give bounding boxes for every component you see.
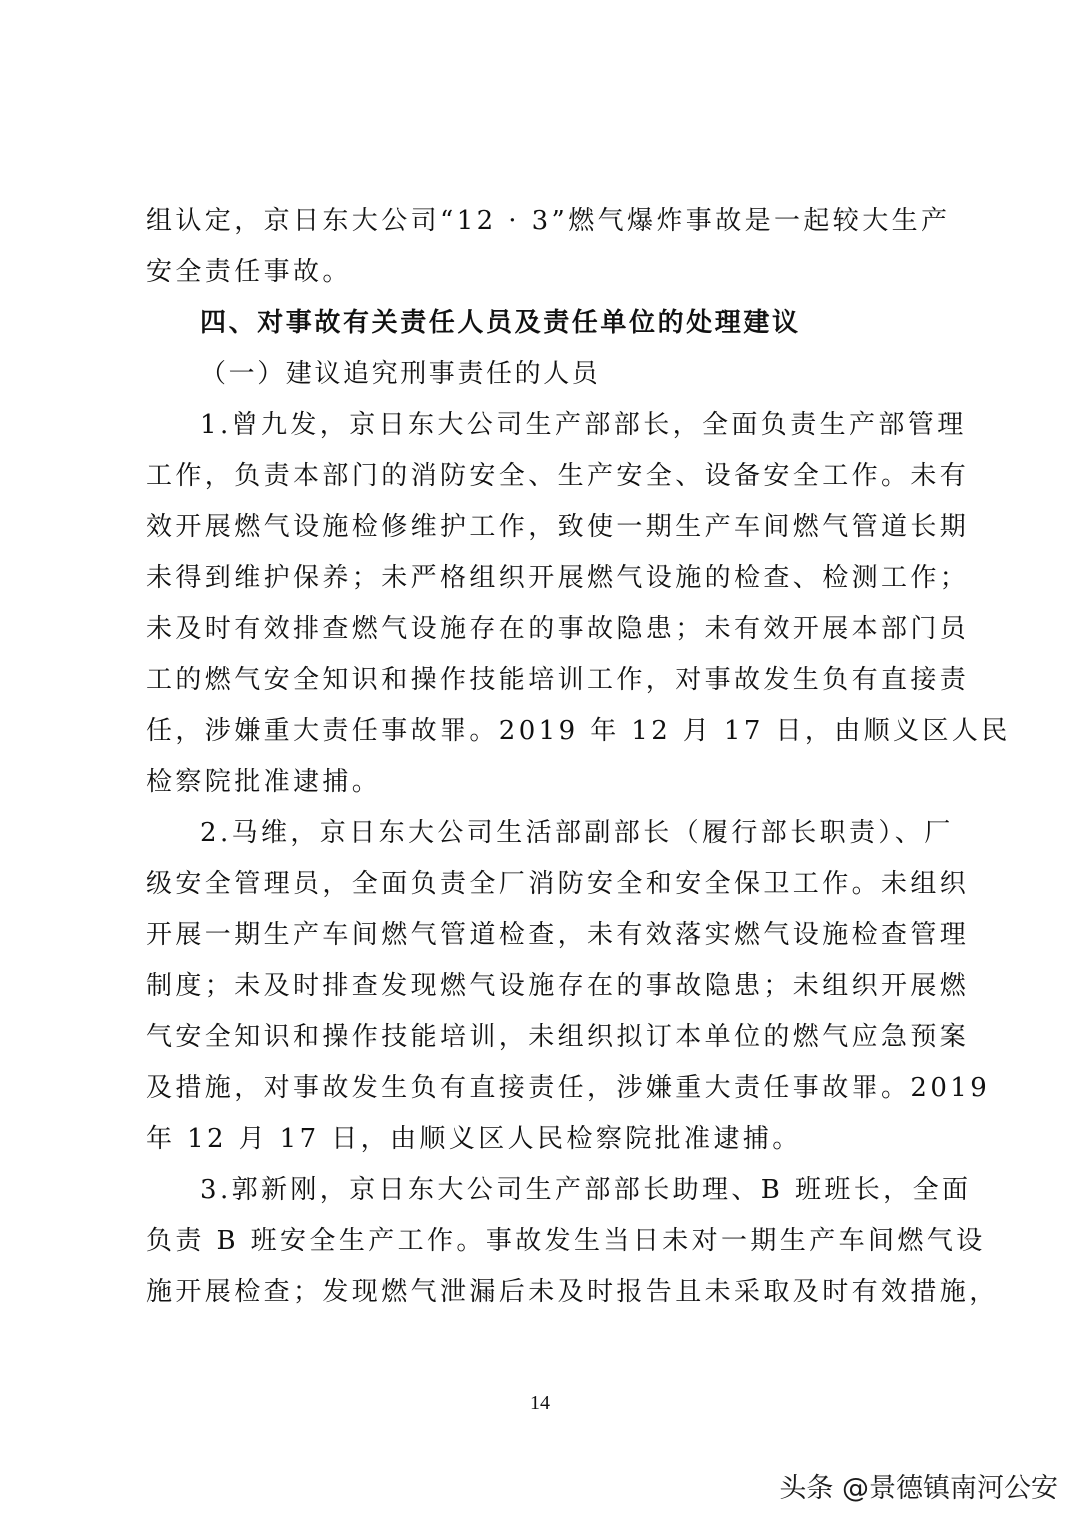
text-line: 工的燃气安全知识和操作技能培训工作，对事故发生负有直接责 [146,665,970,695]
text-line: 开展一期生产车间燃气管道检查，未有效落实燃气设施检查管理 [146,920,970,950]
document-body [146,196,1011,1318]
text-line: 负责 B 班安全生产工作。事故发生当日未对一期生产车间燃气设 [146,1226,986,1256]
text-line: 2.马维，京日东大公司生活部副部长（履行部长职责）、厂 [200,818,954,848]
text-line: 制度；未及时排查发现燃气设施存在的事故隐患；未组织开展燃 [146,971,970,1001]
page-number: 14 [530,1392,550,1414]
text-line: 级安全管理员，全面负责全厂消防安全和安全保卫工作。未组织 [146,869,970,899]
source-watermark: 头条 @景德镇南河公安 [779,1473,1058,1504]
text-line: 工作，负责本部门的消防安全、生产安全、设备安全工作。未有 [146,461,970,491]
text-line: 3.郭新刚，京日东大公司生产部部长助理、B 班班长，全面 [200,1175,972,1205]
text-line: 未及时有效排查燃气设施存在的事故隐患；未有效开展本部门员 [146,614,970,644]
text-line: 任，涉嫌重大责任事故罪。2019 年 12 月 17 日，由顺义区人民 [146,716,1011,746]
text-line: 年 12 月 17 日，由顺义区人民检察院批准逮捕。 [146,1124,802,1154]
text-line: 安全责任事故。 [146,257,352,287]
text-line: 效开展燃气设施检修维护工作，致使一期生产车间燃气管道长期 [146,512,970,542]
text-line: 检察院批准逮捕。 [146,767,382,797]
text-line: 未得到维护保养；未严格组织开展燃气设施的检查、检测工作； [146,563,970,593]
text-line: 组认定，京日东大公司“12 · 3”燃气爆炸事故是一起较大生产 [146,206,951,236]
subsection-heading: （一）建议追究刑事责任的人员 [200,359,601,389]
text-line: 施开展检查；发现燃气泄漏后未及时报告且未采取及时有效措施， [146,1277,999,1307]
text-line: 及措施，对事故发生负有直接责任，涉嫌重大责任事故罪。2019 [146,1073,991,1103]
section-heading: 四、对事故有关责任人员及责任单位的处理建议 [200,308,801,338]
text-line: 1.曾九发，京日东大公司生产部部长，全面负责生产部管理 [200,410,967,440]
text-line: 气安全知识和操作技能培训，未组织拟订本单位的燃气应急预案 [146,1022,970,1052]
